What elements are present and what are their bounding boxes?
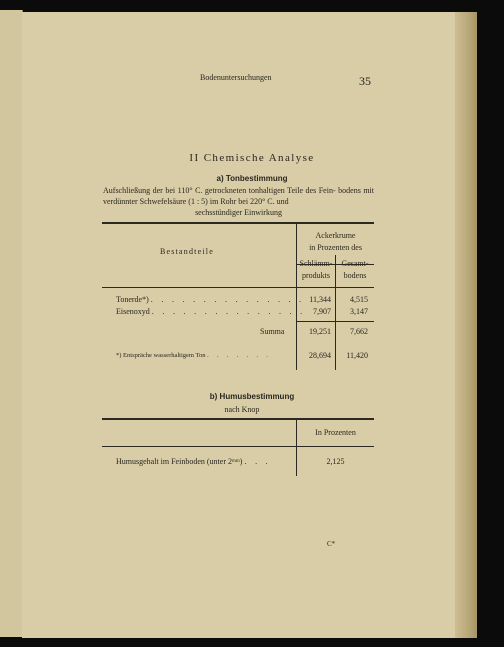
footnote-value-2: 11,420 — [346, 351, 368, 360]
header-in-prozenten: in Prozenten des — [309, 243, 362, 252]
cell-value: 4,515 — [350, 295, 368, 304]
footnote-value-1: 28,694 — [309, 351, 331, 360]
cell-value: 11,344 — [309, 295, 331, 304]
humus-table-header-rule — [102, 446, 374, 447]
table-top-rule — [102, 222, 374, 224]
header-ackerkrume: Ackerkrume — [315, 231, 356, 240]
humus-column-header: In Prozenten — [315, 428, 356, 437]
dot-leader: . . . . . . . . . . . . . . . — [150, 295, 305, 304]
table-row — [116, 457, 271, 466]
dot-leader: . . . — [244, 457, 271, 466]
tonbestimmung-intro — [103, 185, 374, 218]
intro-line-2: bodens mit verdünnter Schwefelsäure (1 : 5) im Rohr bei 220° C. und — [103, 186, 374, 206]
row-label: Eisenoxyd — [116, 307, 150, 316]
cell-value: 7,907 — [313, 307, 331, 316]
tonbestimmung-heading: a) Tonbestimmung — [216, 174, 288, 183]
header-bodens: bodens — [343, 271, 367, 280]
header-schlaemm: Schlämm- — [299, 259, 333, 268]
intro-line-1: Aufschließung der bei 110° C. getrockneten tonhaltigen Teile des Fein- — [103, 186, 336, 195]
table-header-rule — [102, 287, 374, 288]
intro-line-3: sechsstündiger Einwirkung — [195, 208, 282, 217]
table-row — [116, 295, 304, 304]
dot-leader: . . . . . . . — [207, 352, 272, 359]
footnote-label: *) Entspräche wasserhaltigem Ton — [116, 352, 206, 359]
sum-label: Summa — [260, 327, 285, 336]
cell-value: 3,147 — [350, 307, 368, 316]
humusbestimmung-heading: b) Humusbestimmung — [209, 392, 295, 401]
page-number: 35 — [359, 74, 371, 88]
row-label: Tonerde*) — [116, 295, 149, 304]
section-title: II Chemische Analyse — [189, 152, 315, 164]
sum-value-1: 19,251 — [309, 327, 331, 336]
sum-value-2: 7,662 — [350, 327, 368, 336]
table-row — [116, 307, 305, 316]
header-gesamt: Gesamt- — [341, 259, 369, 268]
header-produkts: produkts — [302, 271, 330, 280]
right-page-edge — [455, 12, 477, 638]
running-header: Bodenuntersuchungen — [200, 73, 272, 82]
humus-value: 2,125 — [326, 457, 345, 466]
left-page-edge — [0, 10, 23, 637]
signature-mark: C* — [327, 540, 336, 548]
footnote-row — [116, 352, 271, 359]
book-page — [22, 12, 455, 638]
humus-table-top-rule — [102, 418, 374, 420]
column-label-bestandteile: Bestandteile — [160, 247, 214, 256]
dot-leader: . . . . . . . . . . . . . . . — [151, 307, 306, 316]
humus-subheading: nach Knop — [224, 405, 260, 414]
humus-table-divider — [296, 418, 297, 476]
humus-row-label: Humusgehalt im Feinboden (unter 2ᵐᵐ) — [116, 457, 243, 466]
